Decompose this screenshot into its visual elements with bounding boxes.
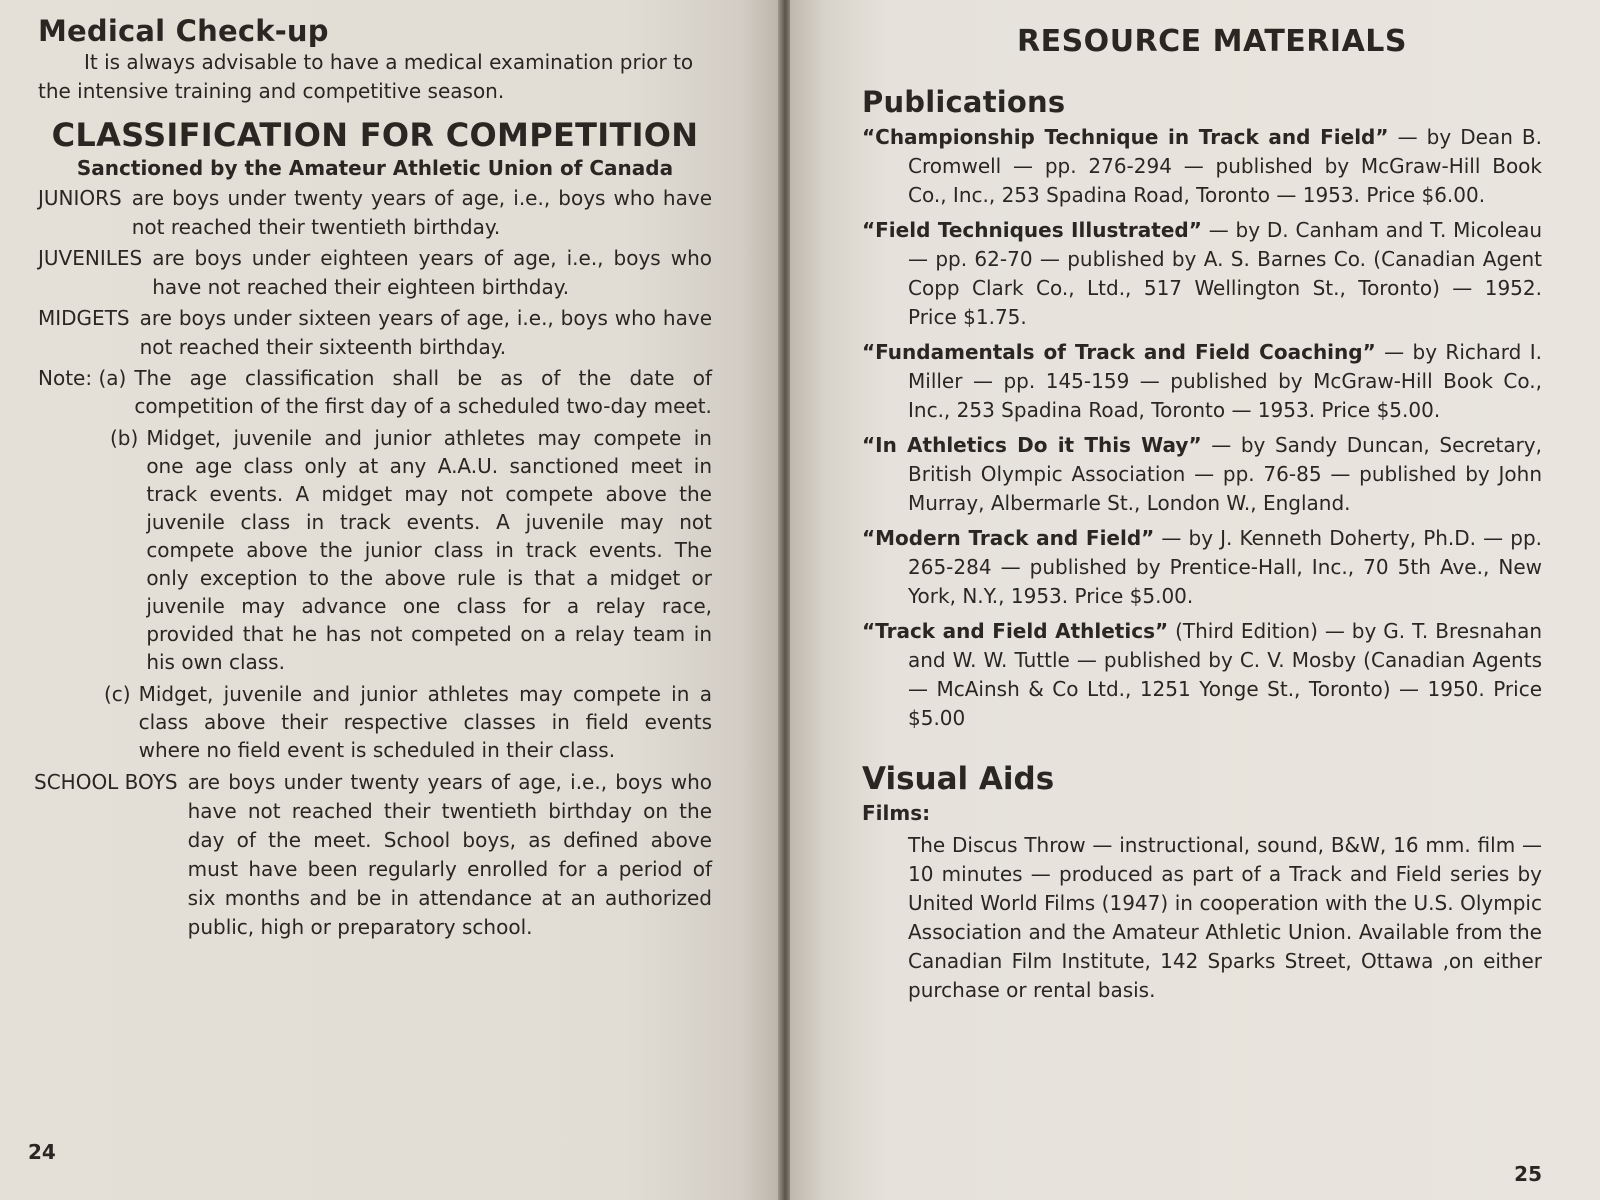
class-row-juniors xyxy=(38,184,712,242)
classification-subtitle: Sanctioned by the Amateur Athletic Union of Canada xyxy=(76,156,674,180)
publication-entry xyxy=(862,216,1542,332)
note-label: Note: xyxy=(38,366,93,390)
classification-title: CLASSIFICATION FOR COMPETITION xyxy=(51,116,699,154)
publication-details: (Third Edition) — by G. T. Bresnahan and W. W. Tuttle — published by C. V. Mosby (Canadian Agents — McAinsh & Co Ltd., 1251 Yonge St., Toronto) — 1950. Price $5.00 xyxy=(908,619,1543,730)
publication-entry xyxy=(862,338,1542,425)
class-row-midgets xyxy=(38,304,712,362)
publication-details: — by Richard I. Miller — pp. 145-159 — published by McGraw-Hill Book Co., Inc., 253 Spadina Road, Toronto — 1953. Price $5.00. xyxy=(908,340,1543,422)
films-label: Films: xyxy=(862,801,931,825)
publication-title: “Field Techniques Illustrated” xyxy=(862,218,1202,242)
publication-details: — by D. Canham and T. Micoleau — pp. 62-70 — published by A. S. Barnes Co. (Canadian Agent Copp Clark Co., Ltd., 517 Wellington St., Toronto) — 1952. Price $1.75. xyxy=(908,218,1542,329)
note-item-label: (b) xyxy=(110,426,139,450)
left-page xyxy=(0,0,782,1200)
page-number-right: 25 xyxy=(1514,1162,1542,1186)
class-definition: are boys under twenty years of age, i.e., boys who have not reached their twentieth birthday on the day of the meet. School boys, as defined above must have been regularly enrolled for a period of six months and be in attendance at an authorized public, high or preparatory school. xyxy=(187,770,712,939)
note-text: Midget, juvenile and junior athletes may compete in a class above their respective classes in field events where no field event is scheduled in their class. xyxy=(138,682,712,762)
medical-checkup-heading: Medical Check-up xyxy=(38,14,329,48)
publication-title: “Track and Field Athletics” xyxy=(862,619,1169,643)
publication-entry xyxy=(862,524,1542,611)
class-definition: are boys under sixteen years of age, i.e., boys who have not reached their sixteenth birthday. xyxy=(139,306,712,359)
note-text: Midget, juvenile and junior athletes may compete in one age class only at any A.A.U. sanctioned meet in track events. A midget may not compete above the juvenile class in track events. A juvenile may not compete above the junior class in track events. The only exception to the above rule is that a midget or juvenile may advance one class for a relay race, provided that he has not competed on a relay team in his own class. xyxy=(146,426,712,674)
visual-aids-heading: Visual Aids xyxy=(862,761,1055,797)
class-row-school-boys xyxy=(34,768,712,942)
publication-entry xyxy=(862,617,1542,733)
publication-details: — by Dean B. Cromwell — pp. 276-294 — published by McGraw-Hill Book Co., Inc., 253 Spadina Road, Toronto — 1953. Price $6.00. xyxy=(908,125,1543,207)
class-definition: are boys under eighteen years of age, i.e., boys who have not reached their eighteen birthday. xyxy=(152,246,712,299)
class-term: MIDGETS xyxy=(38,306,130,330)
publication-title: “Modern Track and Field” xyxy=(862,526,1155,550)
class-term: SCHOOL BOYS xyxy=(34,770,178,794)
resource-materials-title: RESOURCE MATERIALS xyxy=(1016,24,1408,59)
note-c xyxy=(38,680,712,764)
medical-checkup-text: It is always advisable to have a medical examination prior to the intensive training and competitive season. xyxy=(38,50,694,103)
class-term: JUVENILES xyxy=(38,246,143,270)
publication-details: — by Sandy Duncan, Secretary, British Olympic Association — pp. 76-85 — published by John Murray, Albermarle St., London W., England. xyxy=(908,433,1542,515)
note-a xyxy=(38,364,712,420)
publication-title: “Championship Technique in Track and Field” xyxy=(862,125,1389,149)
note-text: The age classification shall be as of the date of competition of the first day of a scheduled two-day meet. xyxy=(134,366,712,418)
page-number-left: 24 xyxy=(28,1140,56,1164)
note-item-label: (a) xyxy=(98,366,127,390)
class-row-juveniles xyxy=(38,244,712,302)
publication-details: — by J. Kenneth Doherty, Ph.D. — pp. 265-284 — published by Prentice-Hall, Inc., 70 5th Ave., New York, N.Y., 1953. Price $5.00. xyxy=(908,526,1542,608)
publication-entry xyxy=(862,431,1542,518)
publication-title: “Fundamentals of Track and Field Coaching” xyxy=(862,340,1376,364)
class-term: JUNIORS xyxy=(38,186,122,210)
notes-block xyxy=(38,364,712,764)
publication-entry xyxy=(862,123,1542,210)
class-definition: are boys under twenty years of age, i.e., boys who have not reached their twentieth birthday. xyxy=(131,186,712,239)
publications-heading: Publications xyxy=(862,85,1066,119)
publication-title: “In Athletics Do it This Way” xyxy=(862,433,1202,457)
note-item-label: (c) xyxy=(104,682,131,706)
right-page xyxy=(790,0,1600,1200)
film-description: The Discus Throw — instructional, sound, B&W, 16 mm. film — 10 minutes — produced as part of a Track and Field series by United World Films (1947) in cooperation with the U.S. Olympic Association and the Amateur Athletic Union. Available from the Canadian Film Institute, 142 Sparks Street, Ottawa ,on either purchase or rental basis. xyxy=(908,833,1542,1002)
note-b xyxy=(38,424,712,676)
